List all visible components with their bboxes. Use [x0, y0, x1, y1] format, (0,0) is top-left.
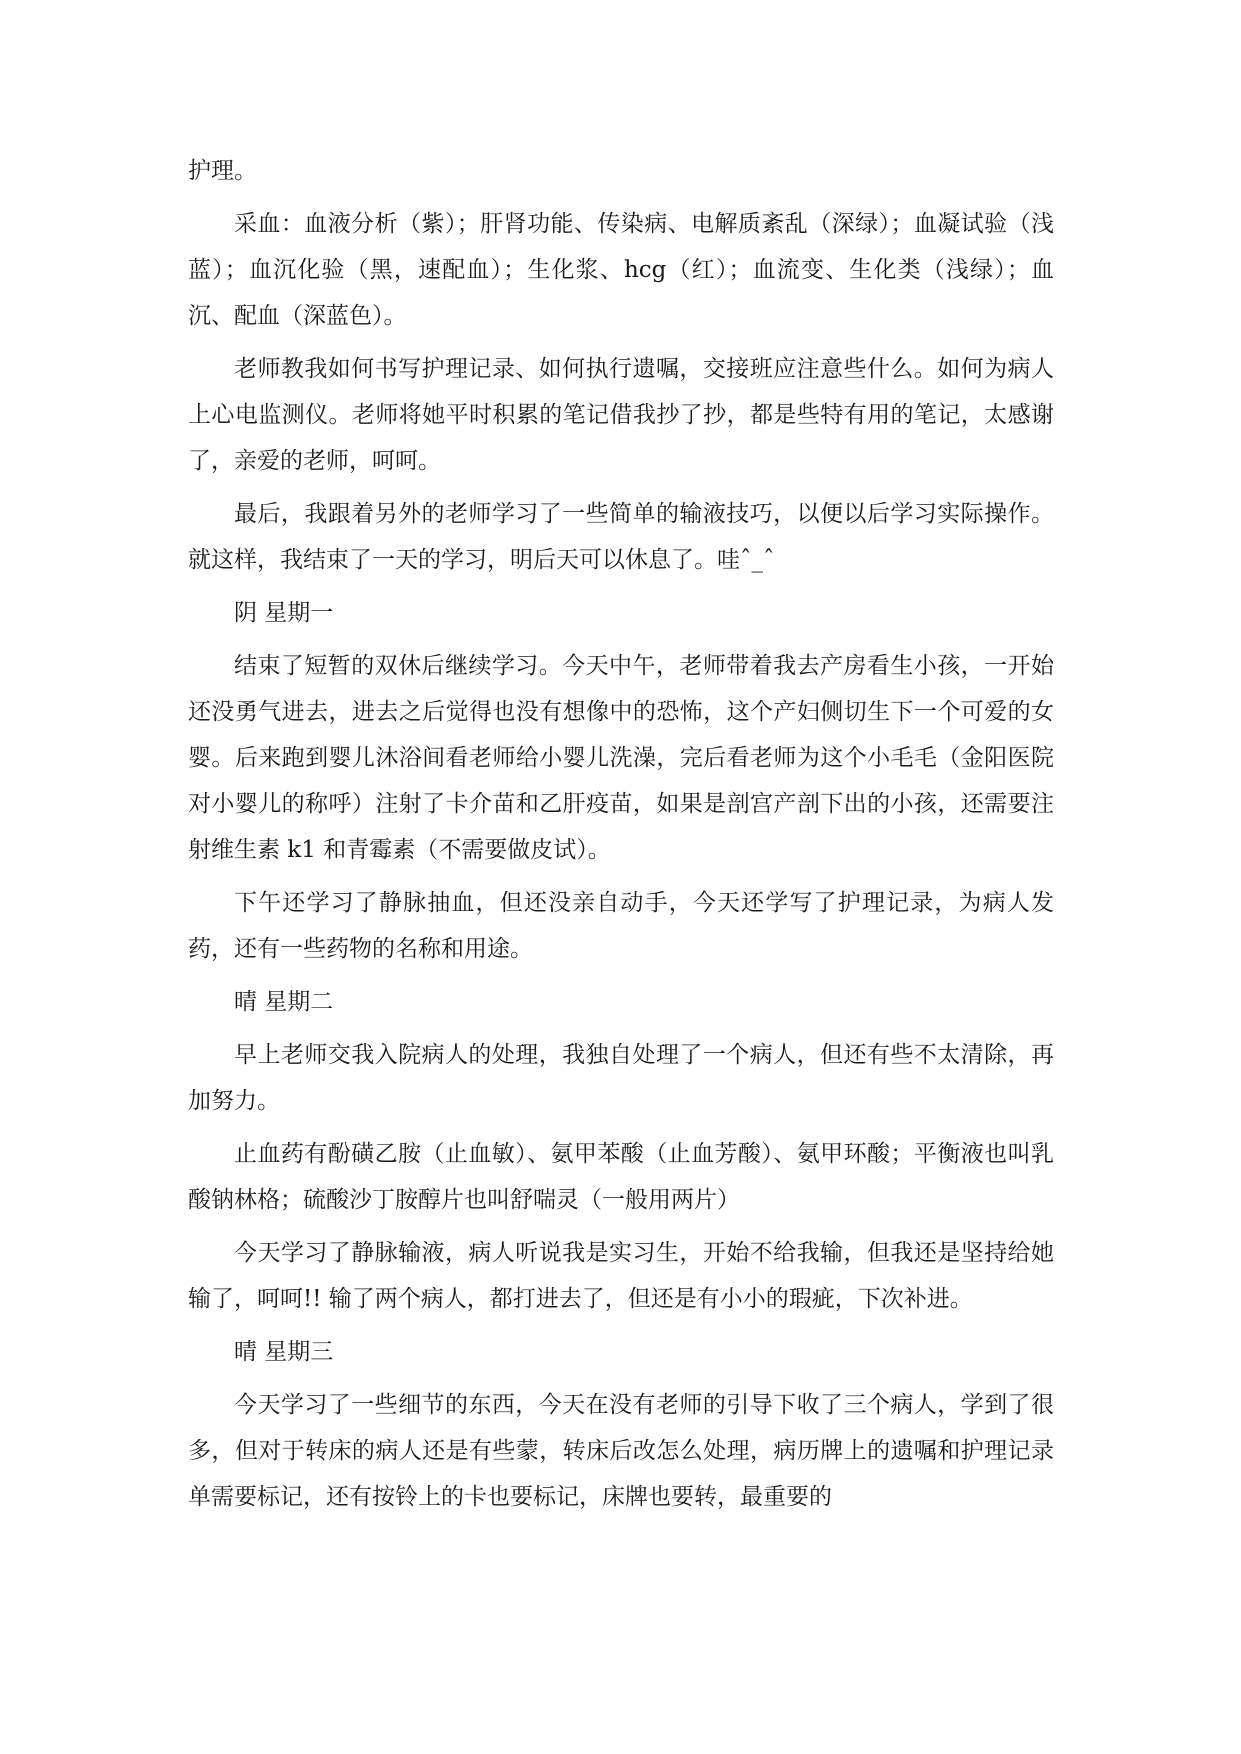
entry-heading-monday: 阴 星期一	[234, 600, 334, 626]
paragraph-continuation: 护理。	[188, 158, 257, 184]
paragraph-afternoon-study: 下午还学习了静脉抽血，但还没亲自动手，今天还学写了护理记录，为病人发药，还有一些药物的名称和用途。	[188, 890, 1054, 962]
paragraph-delivery-room: 结束了短暂的双休后继续学习。今天中午，老师带着我去产房看生小孩，一开始还没勇气进去，进去之后觉得也没有想像中的恐怖，这个产妇侧切生下一个可爱的女婴。后来跑到婴儿沐浴间看老师给小婴儿洗澡，完后看老师为这个小毛毛（金阳医院对小婴儿的称呼）注射了卡介苗和乙肝疫苗，如果是剖宫产剖下出的小孩，还需要注射维生素 k1 和青霉素（不需要做皮试）。	[188, 653, 1054, 863]
paragraph-blood-collection: 采血：血液分析（紫）；肝肾功能、传染病、电解质紊乱（深绿）；血凝试验（浅蓝）；血沉化验（黑，速配血）；生化浆、hcg（红）；血流变、生化类（浅绿）；血沉、配血（深蓝色）。	[188, 211, 1054, 329]
entry-heading-tuesday: 晴 星期二	[234, 989, 334, 1015]
paragraph-admission: 早上老师交我入院病人的处理，我独自处理了一个病人，但还有些不太清除，再加努力。	[188, 1042, 1054, 1114]
document-body	[188, 148, 1054, 1527]
paragraph-iv-infusion: 今天学习了静脉输液，病人听说我是实习生，开始不给我输，但我还是坚持给她输了，呵呵!! 输了两个病人，都打进去了，但还是有小小的瑕疵，下次补进。	[188, 1240, 1054, 1312]
entry-heading-wednesday: 晴 星期三	[234, 1339, 334, 1365]
paragraph-details: 今天学习了一些细节的东西，今天在没有老师的引导下收了三个病人，学到了很多，但对于转床的病人还是有些蒙，转床后改怎么处理，病历牌上的遗嘱和护理记录单需要标记，还有按铃上的卡也要标记，床牌也要转，最重要的	[188, 1392, 1054, 1510]
paragraph-nursing-records: 老师教我如何书写护理记录、如何执行遗嘱，交接班应注意些什么。如何为病人上心电监测仪。老师将她平时积累的笔记借我抄了抄，都是些特有用的笔记，太感谢了，亲爱的老师，呵呵。	[188, 356, 1054, 474]
paragraph-medications: 止血药有酚磺乙胺（止血敏）、氨甲苯酸（止血芳酸）、氨甲环酸；平衡液也叫乳酸钠林格；硫酸沙丁胺醇片也叫舒喘灵（一般用两片）	[188, 1141, 1054, 1213]
paragraph-infusion-skills: 最后，我跟着另外的老师学习了一些简单的输液技巧，以便以后学习实际操作。就这样，我结束了一天的学习，明后天可以休息了。哇ˆ_ˆ	[188, 501, 1054, 573]
